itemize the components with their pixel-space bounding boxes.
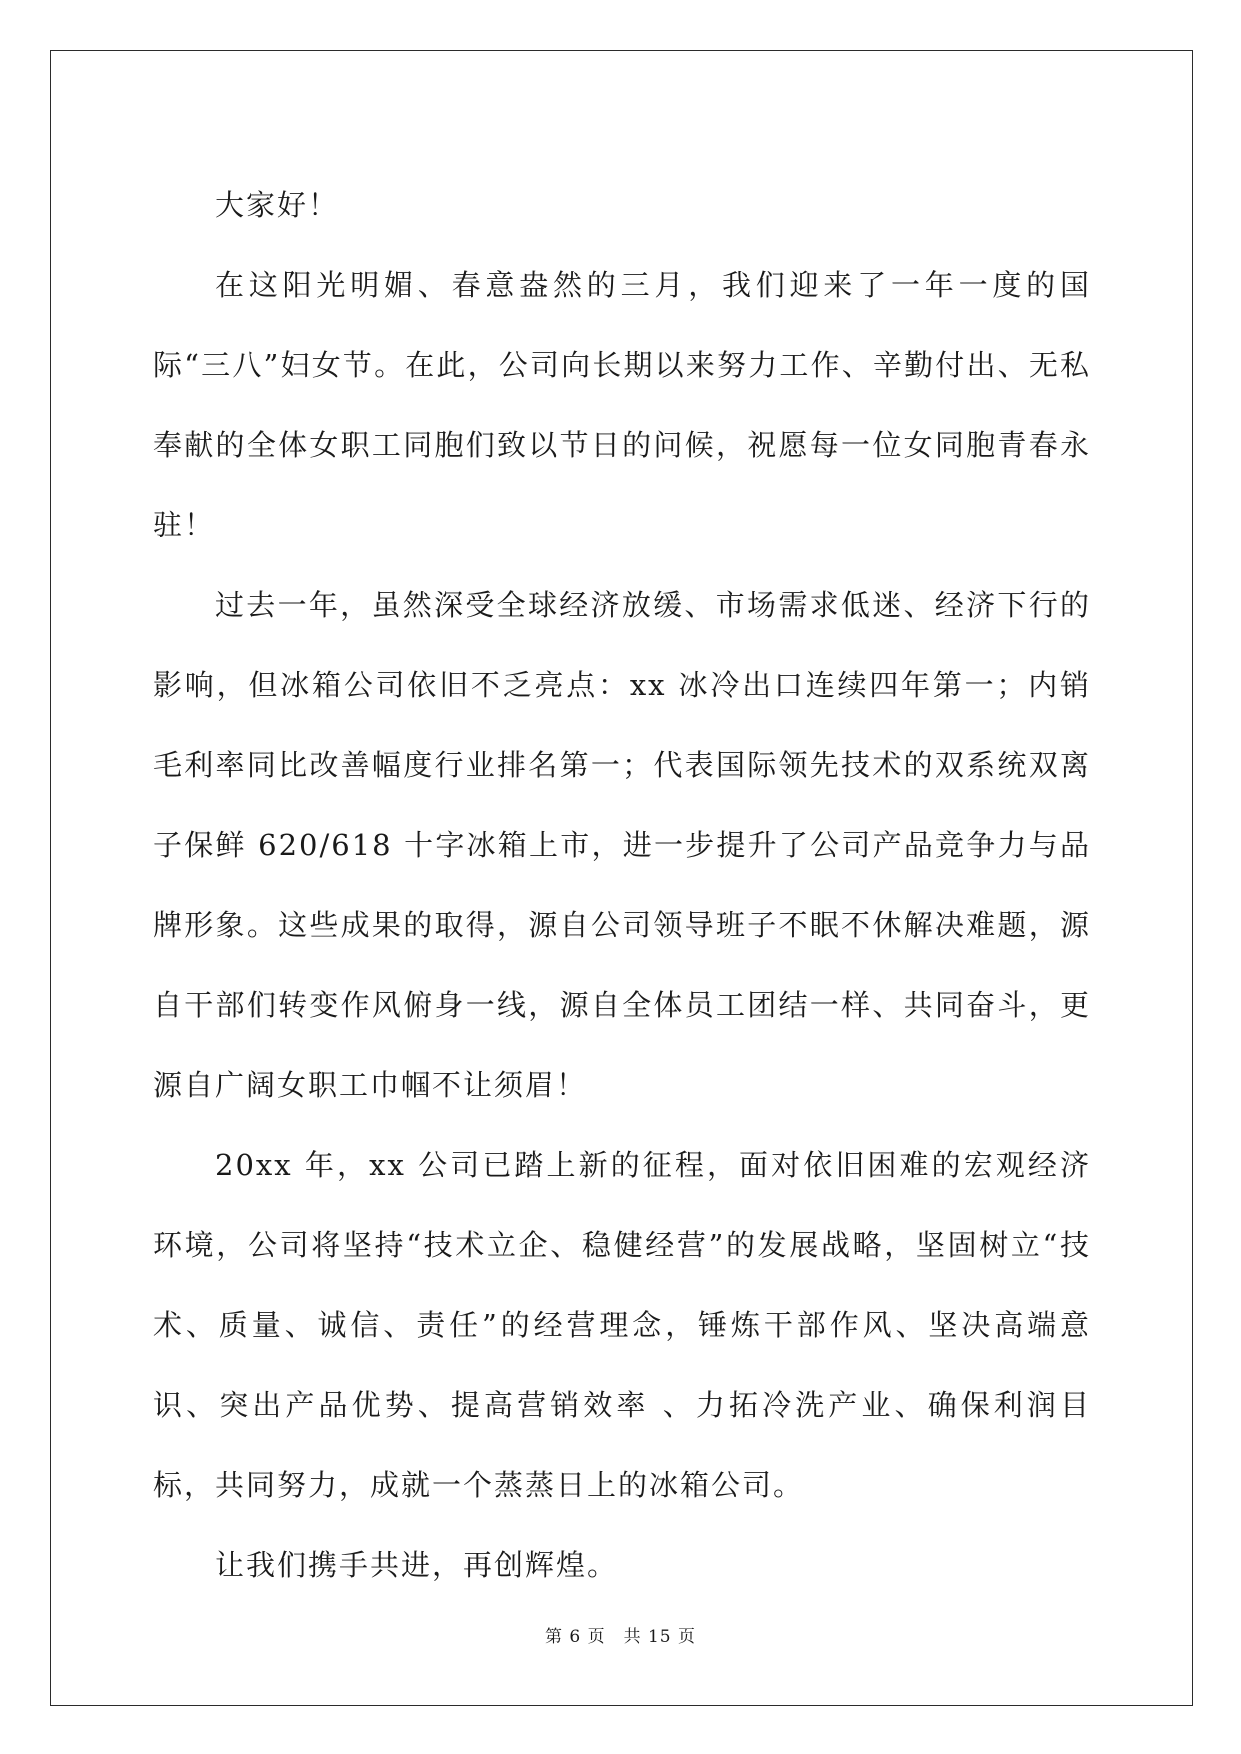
greeting-paragraph: 大家好！: [215, 188, 340, 222]
page-footer: [0, 1622, 1241, 1647]
document-body: [153, 165, 1091, 1605]
page-total: 共 15 页: [623, 1627, 697, 1647]
achievements-paragraph: 过去一年，虽然深受全球经济放缓、市场需求低迷、经济下行的影响，但冰箱公司依旧不乏亮点：xx 冰冷出口连续四年第一；内销毛利率同比改善幅度行业排名第一；代表国际领先技术的双系统双离子保鲜 620/618 十字冰箱上市，进一步提升了公司产品竞争力与品牌形象。这些成果的取得，源自公司领导班子不眠不休解决难题，源自干部们转变作风俯身一线，源自全体员工团结一样、共同奋斗，更源自广阔女职工巾帼不让须眉！: [153, 588, 1091, 1102]
womens-day-paragraph: 在这阳光明媚、春意盎然的三月，我们迎来了一年一度的国际“三八”妇女节。在此，公司向长期以来努力工作、辛勤付出、无私奉献的全体女职工同胞们致以节日的问候，祝愿每一位女同胞青春永驻！: [153, 268, 1091, 542]
page-number: 第 6 页: [544, 1627, 606, 1647]
closing-paragraph: 让我们携手共进，再创辉煌。: [215, 1548, 619, 1582]
strategy-paragraph: 20xx 年，xx 公司已踏上新的征程，面对依旧困难的宏观经济环境，公司将坚持“技术立企、稳健经营”的发展战略，坚固树立“技术、质量、诚信、责任”的经营理念，锤炼干部作风、坚决高端意识、突出产品优势、提高营销效率 、力拓冷洗产业、确保利润目标，共同努力，成就一个蒸蒸日上的冰箱公司。: [153, 1148, 1091, 1502]
